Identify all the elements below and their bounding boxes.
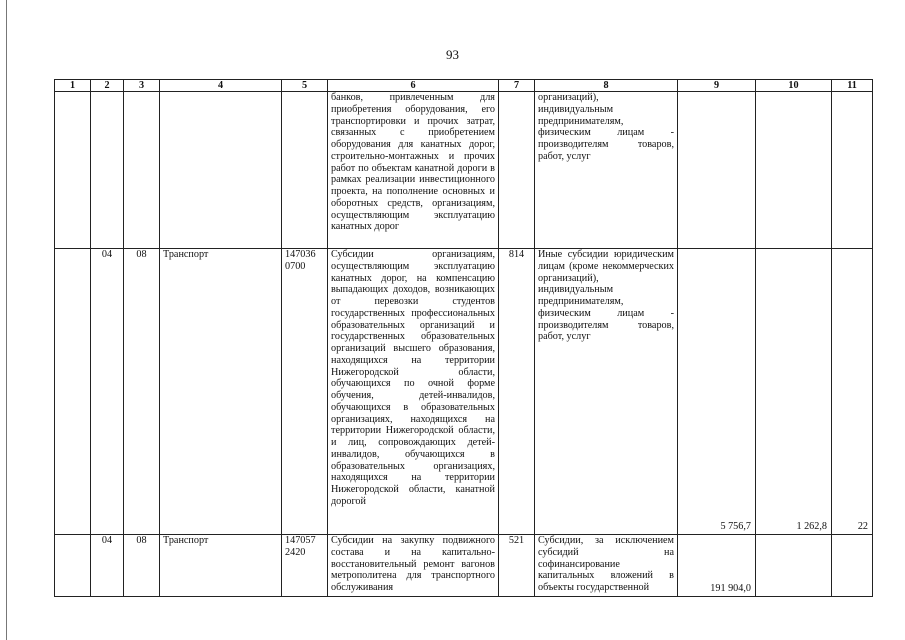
col-header-10: 10 bbox=[756, 80, 832, 92]
col-header-6: 6 bbox=[328, 80, 499, 92]
cell-amount-2 bbox=[756, 535, 832, 597]
budget-table bbox=[54, 79, 873, 597]
cell-section bbox=[91, 92, 124, 249]
cell-expense-type-code: 521 bbox=[499, 535, 535, 597]
cell-subsection: 08 bbox=[124, 249, 160, 535]
cell-col1 bbox=[55, 535, 91, 597]
cell-expense-type-code: 814 bbox=[499, 249, 535, 535]
col-header-4: 4 bbox=[160, 80, 282, 92]
amount-value: 5 756,7 bbox=[720, 521, 751, 533]
cell-section: 04 bbox=[91, 249, 124, 535]
cell-section-name: Транспорт bbox=[160, 535, 282, 597]
cell-target-name: Субсидии на закупку подвижного состава и на капитально-восстановительный ремонт вагонов метрополитена для транспортного обслуживания bbox=[328, 535, 499, 597]
col-header-2: 2 bbox=[91, 80, 124, 92]
col-header-1: 1 bbox=[55, 80, 91, 92]
cell-section-name: Транспорт bbox=[160, 249, 282, 535]
amount-value: 191 904,0 bbox=[710, 583, 751, 595]
cell-amount bbox=[678, 249, 756, 535]
cell-expense-type-name: организаций), индивидуальным предпринимателям, физическим лицам - производителям товаров, работ, услуг bbox=[535, 92, 678, 249]
col-header-11: 11 bbox=[832, 80, 873, 92]
cell-amount bbox=[678, 92, 756, 249]
left-margin-rule bbox=[6, 0, 7, 640]
cell-col11 bbox=[832, 92, 873, 249]
amount-2-value: 1 262,8 bbox=[796, 521, 827, 533]
cell-col1 bbox=[55, 249, 91, 535]
cell-amount-2 bbox=[756, 92, 832, 249]
cell-col1 bbox=[55, 92, 91, 249]
table-row bbox=[55, 535, 873, 597]
table-row bbox=[55, 249, 873, 535]
table-row bbox=[55, 92, 873, 249]
col11-value: 22 bbox=[857, 521, 868, 533]
cell-target-code bbox=[282, 92, 328, 249]
cell-section-name bbox=[160, 92, 282, 249]
col-header-3: 3 bbox=[124, 80, 160, 92]
cell-target-name: банков, привлеченным для приобретения оборудования, его транспортировки и прочих затрат, связанных с приобретением оборудования для канатных дорог, строительно-монтажных и прочих работ по объектам канатной дороги в рамках реализации инвестиционного проекта, на пополнение основных и оборотных средств, организациям, осуществляющим эксплуатацию канатных дорог bbox=[328, 92, 499, 249]
cell-target-code: 147036 0700 bbox=[282, 249, 328, 535]
cell-expense-type-name: Субсидии, за исключением субсидий на софинансирование капитальных вложений в объекты государственной bbox=[535, 535, 678, 597]
cell-amount bbox=[678, 535, 756, 597]
table-header-row bbox=[55, 80, 873, 92]
cell-section: 04 bbox=[91, 535, 124, 597]
page-number: 93 bbox=[446, 47, 459, 62]
col-header-5: 5 bbox=[282, 80, 328, 92]
cell-target-name: Субсидии организациям, осуществляющим эксплуатацию канатных дорог, на компенсацию выпадающих доходов, возникающих от перевозки студентов государственных профессиональных образовательных организаций и государственных образовательных организаций высшего образования, находящихся на территории Нижегородской области, обучающихся по очной форме обучения, детей-инвалидов, обучающихся в образовательных организациях, находящихся на территории Нижегородской области, и лиц, сопровождающих детей-инвалидов, обучающихся в образовательных организациях, находящихся на территории Нижегородской области, канатной дорогой bbox=[328, 249, 499, 535]
col-header-9: 9 bbox=[678, 80, 756, 92]
col-header-8: 8 bbox=[535, 80, 678, 92]
cell-subsection bbox=[124, 92, 160, 249]
cell-target-code: 147057 2420 bbox=[282, 535, 328, 597]
cell-col11 bbox=[832, 535, 873, 597]
col-header-7: 7 bbox=[499, 80, 535, 92]
cell-expense-type-name: Иные субсидии юридическим лицам (кроме некоммерческих организаций), индивидуальным предпринимателям, физическим лицам - производителям товаров, работ, услуг bbox=[535, 249, 678, 535]
cell-amount-2 bbox=[756, 249, 832, 535]
cell-expense-type-code bbox=[499, 92, 535, 249]
cell-subsection: 08 bbox=[124, 535, 160, 597]
cell-col11 bbox=[832, 249, 873, 535]
